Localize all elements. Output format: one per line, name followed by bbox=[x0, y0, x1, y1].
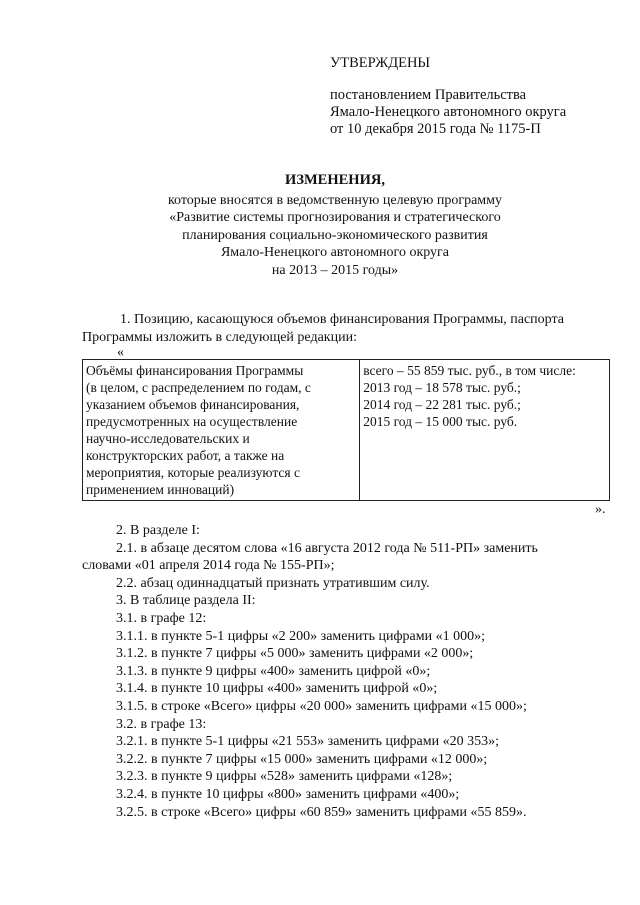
cell-line: научно-исследовательских и bbox=[86, 431, 250, 446]
cell-line: указанием объемов финансирования, bbox=[86, 397, 300, 412]
changes-line: Ямало-Ненецкого автономного округа bbox=[220, 245, 450, 260]
changes-title-block bbox=[60, 172, 610, 279]
list-item: 3.2.1. в пункте 5-1 цифры «21 553» заменить цифрами «20 353»; bbox=[116, 734, 499, 750]
changes-line: «Развитие системы прогнозирования и стратегического bbox=[169, 210, 501, 225]
list-item: 3.1.5. в строке «Всего» цифры «20 000» заменить цифрами «15 000»; bbox=[116, 698, 527, 714]
approval-line: Ямало-Ненецкого автономного округа bbox=[330, 104, 567, 120]
cell-line: конструкторских работ, а также на bbox=[86, 448, 285, 463]
cell-line: 2014 год – 22 281 тыс. руб.; bbox=[363, 397, 521, 412]
list-item: 3.2. в графе 13: bbox=[116, 716, 207, 732]
list-item: словами «01 апреля 2014 года № 155-РП»; bbox=[82, 558, 335, 574]
cell-line: Объёмы финансирования Программы bbox=[86, 363, 304, 378]
cell-line: применением инноваций) bbox=[86, 482, 235, 497]
list-item: 2.1. в абзаце десятом слова «16 августа 2012 года № 511-РП» заменить bbox=[116, 540, 538, 556]
list-item: 3.1.3. в пункте 9 цифры «400» заменить цифрой «0»; bbox=[116, 663, 431, 679]
amendment-list bbox=[82, 522, 610, 821]
list-item: 3.1.2. в пункте 7 цифры «5 000» заменить цифрами «2 000»; bbox=[116, 646, 474, 662]
financing-table bbox=[82, 359, 610, 501]
list-item: 3.2.4. в пункте 10 цифры «800» заменить цифрами «400»; bbox=[116, 786, 460, 802]
cell-line: 2015 год – 15 000 тыс. руб. bbox=[363, 414, 518, 429]
paragraph-1 bbox=[82, 311, 610, 346]
cell-line: мероприятия, которые реализуются с bbox=[86, 465, 300, 480]
cell-line: предусмотренных на осуществление bbox=[86, 414, 298, 429]
financing-label-cell bbox=[83, 360, 360, 501]
list-item: 2. В разделе I: bbox=[116, 523, 200, 538]
list-item: 3.2.5. в строке «Всего» цифры «60 859» заменить цифрами «55 859». bbox=[116, 804, 527, 820]
list-item: 3.2.2. в пункте 7 цифры «15 000» заменить цифрами «12 000»; bbox=[116, 751, 488, 767]
financing-values-cell bbox=[360, 360, 610, 501]
list-item: 2.2. абзац одиннадцатый признать утратившим силу. bbox=[116, 575, 430, 591]
closing-quote: ». bbox=[595, 502, 606, 517]
list-item: 3.1.4. в пункте 10 цифры «400» заменить цифрой «0»; bbox=[116, 681, 438, 697]
changes-line: которые вносятся в ведомственную целевую программу bbox=[167, 192, 503, 208]
approval-line: от 10 декабря 2015 года № 1175-П bbox=[330, 121, 541, 137]
cell-line: всего – 55 859 тыс. руб., в том числе: bbox=[363, 363, 576, 378]
list-item: 3.2.3. в пункте 9 цифры «528» заменить цифрами «128»; bbox=[116, 769, 453, 785]
changes-line: на 2013 – 2015 годы» bbox=[271, 262, 399, 278]
cell-line: (в целом, с распределением по годам, с bbox=[86, 380, 311, 395]
paragraph-1-line-1: 1. Позицию, касающуюся объемов финансирования Программы, паспорта bbox=[120, 312, 564, 327]
list-item: 3.1.1. в пункте 5-1 цифры «2 200» заменить цифрами «1 000»; bbox=[116, 628, 485, 644]
opening-quote: « bbox=[117, 345, 124, 360]
cell-line: 2013 год – 18 578 тыс. руб.; bbox=[363, 380, 521, 395]
paragraph-1-line-2: Программы изложить в следующей редакции: bbox=[82, 329, 357, 345]
table-row bbox=[83, 360, 610, 501]
approval-block bbox=[330, 55, 630, 138]
list-item: 3.1. в графе 12: bbox=[116, 610, 207, 626]
list-item: 3. В таблице раздела II: bbox=[116, 593, 256, 609]
changes-line: планирования социально-экономического развития bbox=[182, 227, 488, 243]
approval-title: УТВЕРЖДЕНЫ bbox=[330, 55, 431, 71]
approval-line: постановлением Правительства bbox=[330, 87, 527, 103]
changes-heading: ИЗМЕНЕНИЯ, bbox=[285, 172, 385, 188]
